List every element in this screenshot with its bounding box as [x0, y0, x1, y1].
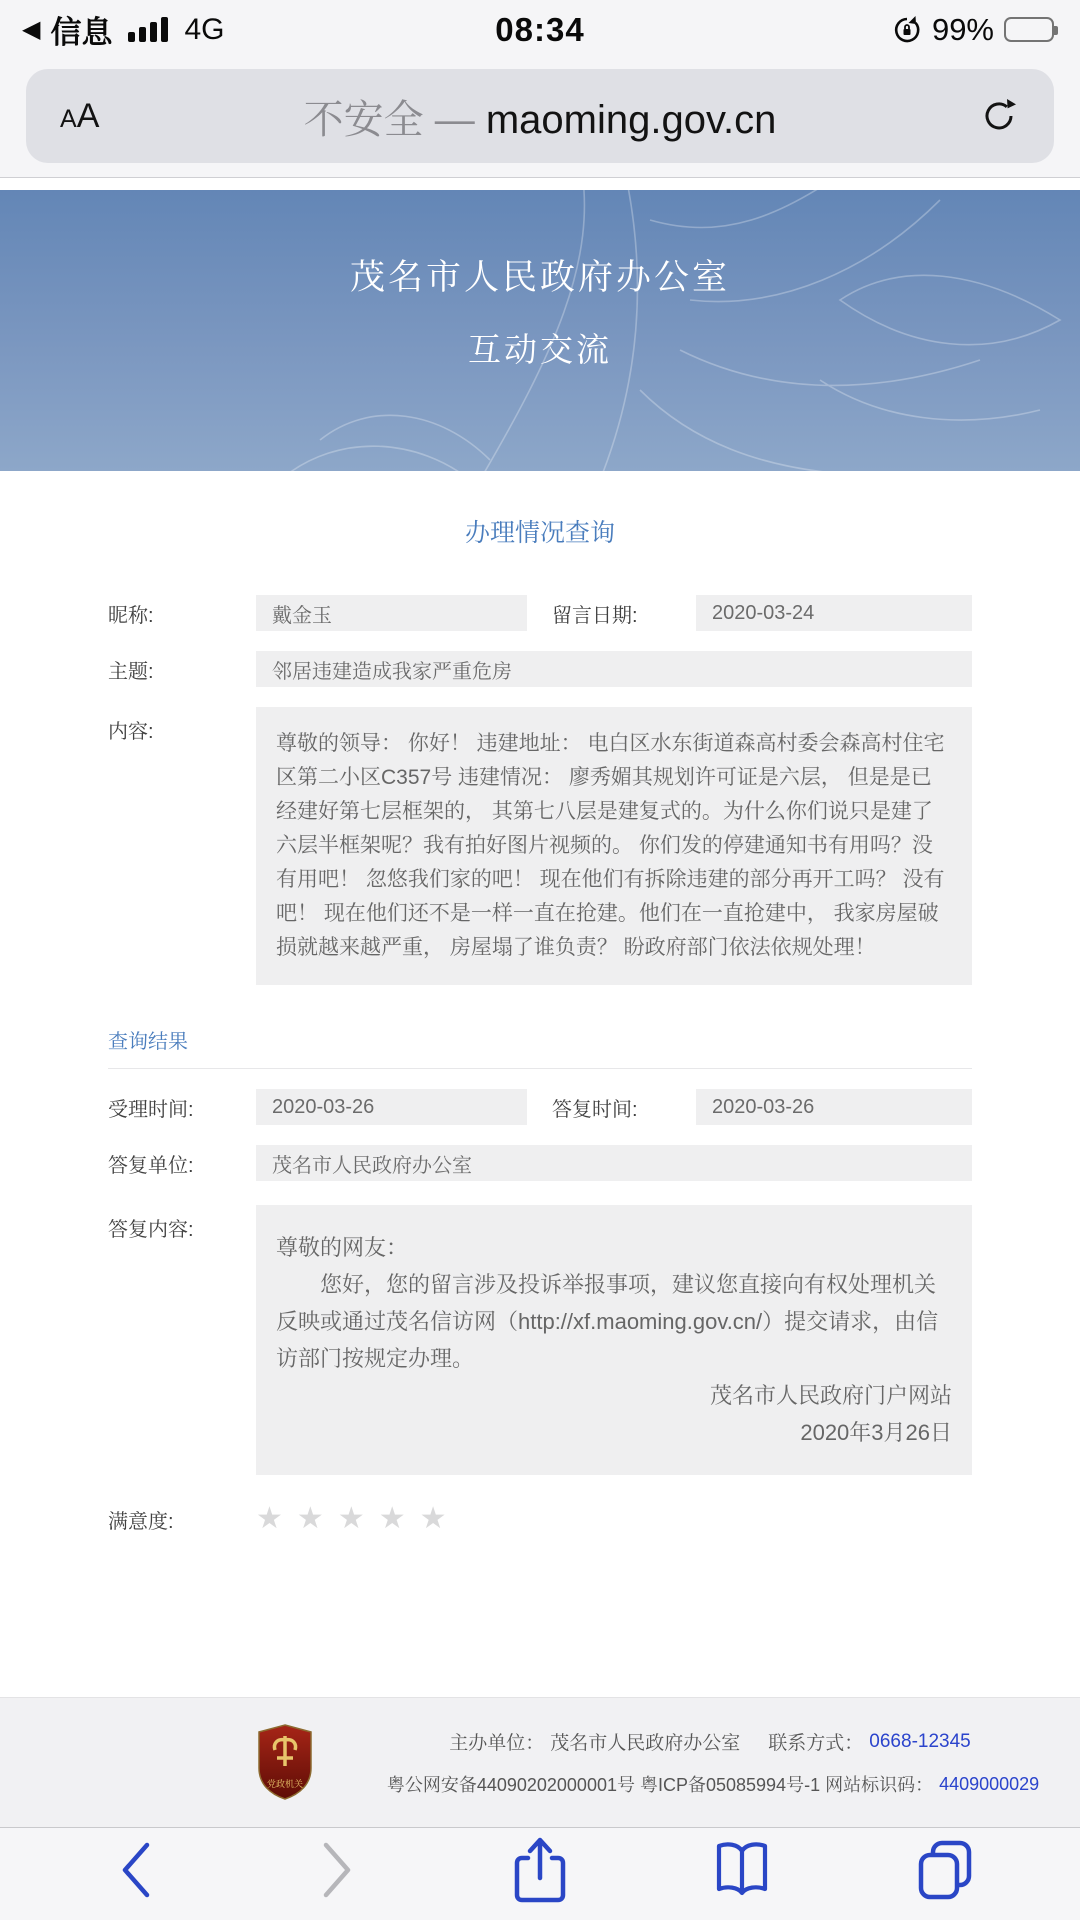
reply-body: 您好，您的留言涉及投诉举报事项，建议您直接向有权处理机关反映或通过茂名信访网（http://xf.maoming.gov.cn/）提交请求，由信访部门按规定办理。: [276, 1272, 939, 1371]
clock: 08:34: [495, 10, 585, 48]
orientation-lock-icon: [892, 15, 922, 45]
accept-time-row: [108, 1089, 972, 1125]
back-to-app-icon: ◀: [22, 15, 41, 43]
address-bar[interactable]: [26, 69, 1054, 163]
signal-strength-icon: [128, 17, 168, 42]
battery-icon: [1004, 17, 1054, 42]
star-icon[interactable]: ★: [337, 1502, 365, 1535]
nickname-row: [108, 595, 972, 631]
reply-salutation: 尊敬的网友：: [276, 1235, 409, 1260]
share-icon: [511, 1834, 569, 1906]
tabs-button[interactable]: [910, 1835, 980, 1905]
accept-time-label: 受理时间:: [108, 1098, 194, 1121]
content-row: [108, 707, 972, 985]
content-label: 内容:: [108, 721, 154, 743]
satisfaction-stars[interactable]: [256, 1501, 447, 1537]
subject-label: 主题:: [108, 660, 154, 683]
satisfaction-row: [108, 1501, 972, 1537]
reply-time-field: 2020-03-26: [696, 1089, 972, 1125]
star-icon[interactable]: ★: [296, 1502, 324, 1535]
site-title-line2: 互动交流: [468, 331, 612, 368]
share-button[interactable]: [505, 1835, 575, 1905]
star-icon[interactable]: ★: [256, 1502, 283, 1535]
contact-phone-link[interactable]: 0668-12345: [869, 1730, 971, 1752]
contact-label: 联系方式：: [768, 1733, 864, 1754]
reply-unit-field: 茂名市人民政府办公室: [256, 1145, 972, 1181]
message-date-label: 留言日期:: [552, 604, 638, 627]
reader-mode-button[interactable]: AA: [60, 96, 100, 135]
subject-field: 邻居违建造成我家严重危房: [256, 651, 972, 687]
site-title-line1: 茂名市人民政府办公室: [349, 258, 730, 297]
forward-button[interactable]: [303, 1835, 373, 1905]
reply-unit-label: 答复单位:: [108, 1154, 194, 1177]
refresh-icon: [978, 95, 1020, 137]
reply-signature: 茂名市人民政府门户网站: [709, 1383, 952, 1408]
back-to-app[interactable]: [22, 7, 225, 52]
page-url: 不安全 — maoming.gov.cn: [303, 97, 777, 142]
reply-content-field: [256, 1205, 972, 1475]
page-footer: [0, 1697, 1080, 1827]
chevron-right-icon: [316, 1839, 360, 1901]
footer-text: [386, 1698, 1040, 1827]
reply-content-label: 答复内容:: [108, 1219, 194, 1241]
reply-content-row: [108, 1205, 972, 1475]
divider: [108, 1068, 972, 1069]
star-icon[interactable]: ★: [419, 1502, 447, 1535]
star-icon[interactable]: ★: [378, 1502, 406, 1535]
domain-label: maoming.gov.cn: [485, 97, 777, 142]
query-result-page: [0, 513, 1080, 1537]
browser-chrome: [0, 55, 1080, 178]
government-badge-icon: [256, 1724, 314, 1800]
network-type-label: 4G: [184, 12, 225, 46]
badge-text: 党政机关: [266, 1779, 304, 1789]
beian-label: 粤公网安备44090202000001号 粤ICP备05085994号-1 网站标识码：: [386, 1775, 934, 1795]
nickname-label: 昵称:: [108, 604, 154, 627]
book-icon: [711, 1841, 773, 1899]
footer-line2: [386, 1771, 1040, 1797]
message-date-field: 2020-03-24: [696, 595, 972, 631]
satisfaction-label: 满意度:: [108, 1510, 174, 1533]
page-title: 办理情况查询: [464, 519, 615, 547]
refresh-button[interactable]: [930, 95, 1020, 137]
battery-percent-label: 99%: [931, 11, 994, 47]
sponsor-value: 茂名市人民政府办公室: [550, 1733, 741, 1754]
site-banner: [0, 190, 1080, 471]
result-section-title: 查询结果: [108, 1031, 188, 1053]
back-to-app-label: 信息: [50, 15, 113, 50]
chevron-left-icon: [113, 1839, 157, 1901]
reply-time-label: 答复时间:: [552, 1098, 638, 1121]
safari-toolbar: [0, 1827, 1080, 1920]
status-bar: [0, 0, 1080, 55]
back-button[interactable]: [100, 1835, 170, 1905]
tabs-icon: [915, 1838, 975, 1902]
sponsor-label: 主办单位：: [449, 1733, 545, 1754]
footer-line1: [400, 1728, 1020, 1755]
nickname-field: 戴金玉: [256, 595, 527, 631]
site-title: [0, 190, 1080, 371]
content-field: 尊敬的领导： 你好！ 违建地址： 电白区水东街道森高村委会森高村住宅区第二小区C357号 违建情况： 廖秀媚其规划许可证是六层， 但是是已经建好第七层框架的， 其第七八层是建复式的。为什么你们说只是建了六层半框架呢？我有拍好图片视频的。 你们发的停建通知书有用吗？没有用吧！ 忽悠我们家的吧！ 现在他们有拆除违建的部分再开工吗？ 没有吧！ 现在他们还不是一样一直在抢建。他们在一直抢建中， 我家房屋破损就越来越严重， 房屋塌了谁负责？ 盼政府部门依法依规处理！: [256, 707, 972, 985]
reply-date: 2020年3月26日: [800, 1420, 952, 1445]
accept-time-field: 2020-03-26: [256, 1089, 527, 1125]
reply-unit-row: [108, 1145, 972, 1181]
status-right: [892, 12, 1054, 48]
site-code-link[interactable]: 4409000029: [939, 1773, 1040, 1794]
subject-row: [108, 651, 972, 687]
security-warning-label: 不安全: [303, 97, 424, 142]
bookmarks-button[interactable]: [707, 1835, 777, 1905]
